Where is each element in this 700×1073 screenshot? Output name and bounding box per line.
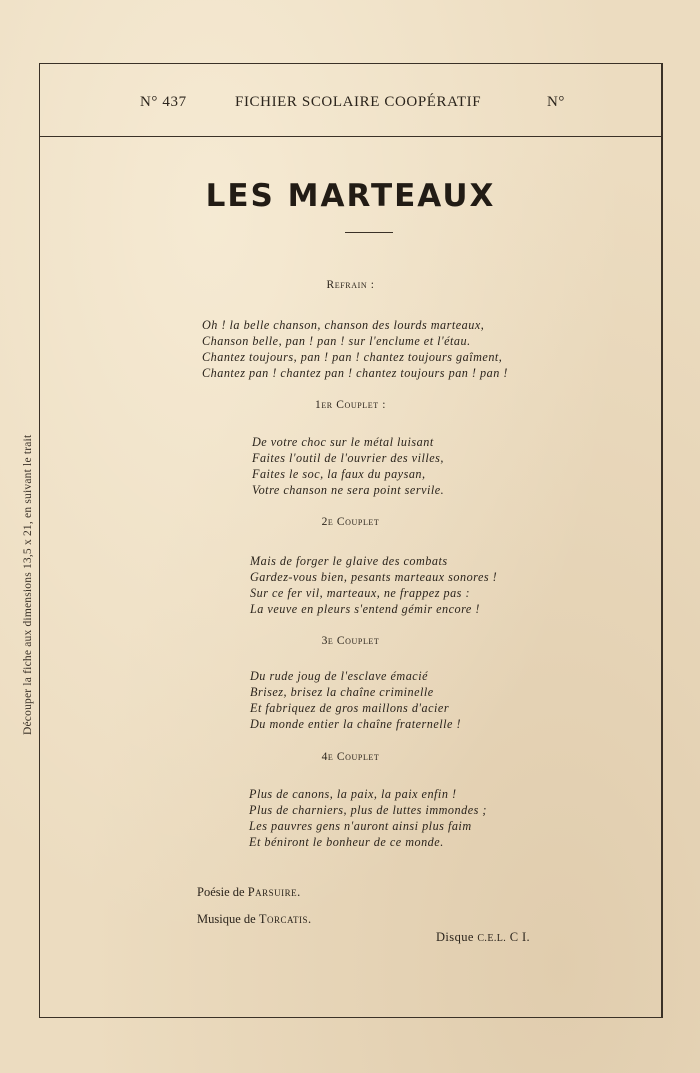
couplet-1-stanza xyxy=(252,434,444,498)
couplet-4-heading: 4e Couplet xyxy=(321,751,380,763)
poem-author: Parsuire. xyxy=(247,885,301,899)
verse-line: Faites le soc, la faux du paysan, xyxy=(252,467,426,481)
music-credit xyxy=(197,912,312,927)
music-credit-prefix: Musique de xyxy=(197,912,256,926)
record-code: C I. xyxy=(509,930,531,944)
poem-credit xyxy=(197,885,301,900)
couplet-3-stanza xyxy=(250,668,461,732)
card-frame xyxy=(39,63,663,1018)
verse-line: Votre chanson ne sera point servile. xyxy=(252,483,445,497)
verse-line: Plus de charniers, plus de luttes immondes ; xyxy=(249,803,487,817)
couplet-4-stanza xyxy=(249,786,487,850)
verse-line: Plus de canons, la paix, la paix enfin ! xyxy=(249,787,457,801)
card-no-label: N° xyxy=(547,94,566,110)
verse-line: Brisez, brisez la chaîne criminelle xyxy=(250,685,434,699)
verse-line: Oh ! la belle chanson, chanson des lourds marteaux, xyxy=(202,318,485,332)
record-publisher: C.E.L. xyxy=(477,933,507,944)
couplet-2-stanza xyxy=(250,553,497,617)
music-author: Torcatis. xyxy=(258,912,312,926)
verse-line: Et béniront le bonheur de ce monde. xyxy=(249,835,444,849)
verse-line: Et fabriquez de gros maillons d'acier xyxy=(250,701,450,715)
verse-line: Chantez toujours, pan ! pan ! chantez toujours gaîment, xyxy=(202,350,503,364)
couplet-3-heading: 3e Couplet xyxy=(321,635,380,647)
series-title: FICHIER SCOLAIRE COOPÉRATIF xyxy=(235,94,482,110)
record-reference xyxy=(436,930,530,945)
verse-line: Mais de forger le glaive des combats xyxy=(250,554,448,568)
card-number: N° 437 xyxy=(140,94,187,110)
refrain-stanza xyxy=(202,317,508,381)
verse-line: Chantez pan ! chantez pan ! chantez toujours pan ! pan ! xyxy=(202,366,508,380)
verse-line: De votre choc sur le métal luisant xyxy=(252,435,434,449)
title-rule xyxy=(345,232,393,233)
refrain-heading: Refrain : xyxy=(326,279,375,291)
song-title: LES MARTEAUX xyxy=(205,178,496,214)
couplet-1-heading: 1er Couplet : xyxy=(314,399,387,411)
verse-line: Les pauvres gens n'auront ainsi plus faim xyxy=(249,819,472,833)
verse-line: Gardez-vous bien, pesants marteaux sonores ! xyxy=(250,570,498,584)
verse-line: Chanson belle, pan ! pan ! sur l'enclume et l'étau. xyxy=(202,334,471,348)
couplet-2-heading: 2e Couplet xyxy=(321,516,380,528)
verse-line: Sur ce fer vil, marteaux, ne frappez pas : xyxy=(250,586,471,600)
poem-credit-prefix: Poésie de xyxy=(197,885,245,899)
record-label: Disque xyxy=(436,930,474,944)
cutting-instruction: Découper la fiche aux dimensions 13,5 x 21, en suivant le trait xyxy=(22,434,34,735)
verse-line: Faites l'outil de l'ouvrier des villes, xyxy=(252,451,444,465)
verse-line: La veuve en pleurs s'entend gémir encore ! xyxy=(250,602,480,616)
verse-line: Du monde entier la chaîne fraternelle ! xyxy=(250,717,462,731)
verse-line: Du rude joug de l'esclave émacié xyxy=(250,669,429,683)
card-header xyxy=(40,64,661,137)
